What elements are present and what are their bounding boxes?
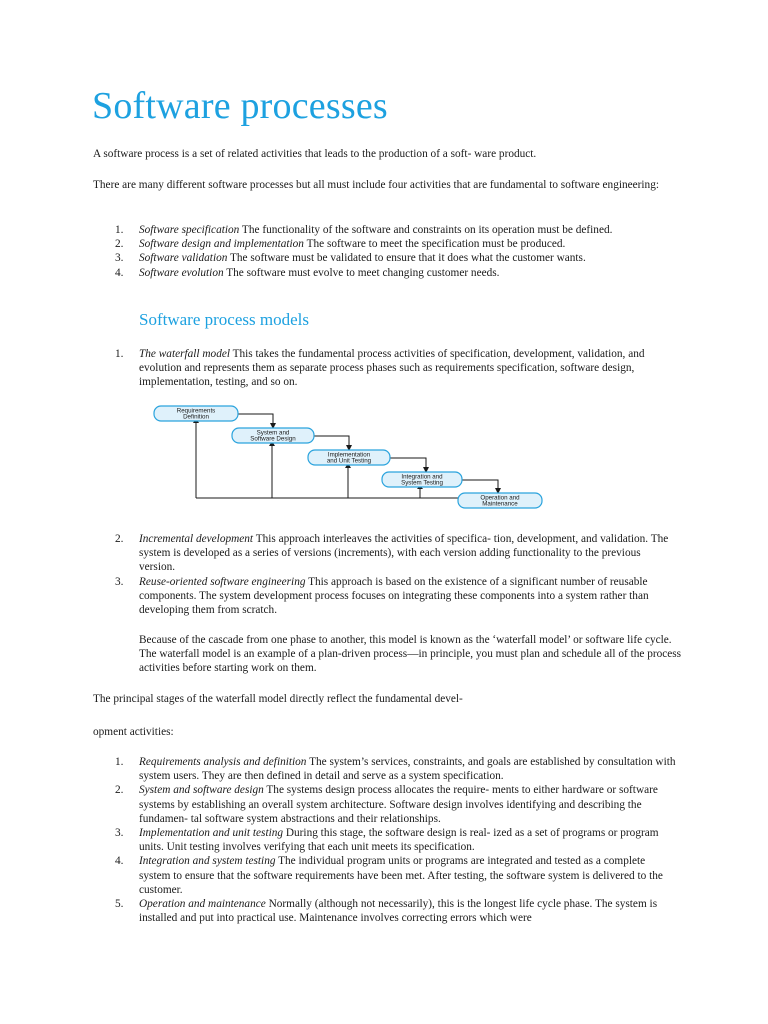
section-title: Software process models <box>139 310 309 329</box>
svg-text:Implementation: Implementation <box>327 451 371 459</box>
activities-list <box>93 223 677 280</box>
svg-text:Software Design: Software Design <box>250 435 296 443</box>
models-list-rest <box>93 532 677 617</box>
models-list-first <box>93 347 677 390</box>
list-item: 2. Incremental development This approach interleaves the activities of specifica- tion, development, and validation. The system is developed as a series of versions (increments), with each version adding functionality to the previous version. <box>115 533 669 574</box>
list-item: 3. Implementation and unit testing During this stage, the software design is real- ized as a set of programs or program units. Unit testing involves verifying that each unit meets its specification. <box>115 827 659 854</box>
phase-box-4 <box>382 472 462 487</box>
list-item: 1. The waterfall model This takes the fundamental process activities of specification, development, validation, and evolution and represents them as separate process phases such as requirements specification, software design, implementation, testing, and so on. <box>115 348 645 389</box>
list-item: 3. Software validation The software must be validated to ensure that it does what the customer wants. <box>115 252 586 265</box>
list-item: 4. Software evolution The software must evolve to meet changing customer needs. <box>115 266 500 279</box>
cascade-paragraph: Because of the cascade from one phase to another, this model is known as the ‘waterfall model’ or software life cycle. The waterfall model is an example of a plan-driven process—in principle, you must plan and schedule all of the process activities before starting work on them. <box>139 634 682 675</box>
phase-box-2 <box>232 428 314 443</box>
page-title: Software processes <box>92 85 388 127</box>
svg-text:Definition: Definition <box>183 413 209 421</box>
list-item: 3. Reuse-oriented software engineering This approach is based on the existence of a significant number of reusable components. The system development process focuses on integrating these components into a system rather than developing them from scratch. <box>115 575 649 617</box>
list-item: 2. System and software design The systems design process allocates the require- ments to either hardware or software systems by establishing an overall system architecture. Software design involves identifying and describing the fundamen- tal software system abstractions and their relationships. <box>115 784 658 825</box>
svg-text:Operation and: Operation and <box>480 494 520 502</box>
svg-text:and Unit Testing: and Unit Testing <box>326 457 372 465</box>
phase-box-5 <box>458 493 542 508</box>
list-item: 1. Software specification The functionality of the software and constraints on its operation must be defined. <box>115 224 613 236</box>
list-item: 1. Requirements analysis and definition The system’s services, constraints, and goals are established by consultation with system users. They are then defined in detail and serve as a system specification. <box>115 756 676 783</box>
svg-text:Integration and: Integration and <box>401 473 443 481</box>
list-item: 4. Integration and system testing The individual program units or programs are integrated and tested as a complete system to ensure that the software requirements have been met. After testing, the software system is delivered to the customer. <box>115 855 663 896</box>
svg-text:Requirements: Requirements <box>176 407 216 415</box>
waterfall-diagram <box>148 404 548 514</box>
phase-box-3 <box>308 450 390 465</box>
list-item: 2. Software design and implementation The software to meet the specification must be produced. <box>115 238 566 251</box>
principal-stages-line-2: opment activities: <box>93 726 174 738</box>
svg-text:System and: System and <box>256 429 290 437</box>
intro-paragraph: A software process is a set of related activities that leads to the production of a soft- ware product. <box>93 148 537 160</box>
intro-paragraph-2: There are many different software processes but all must include four activities that are fundamental to software engineering: <box>93 179 659 191</box>
waterfall-diagram-svg <box>148 404 548 514</box>
svg-text:System Testing: System Testing <box>401 479 443 487</box>
principal-stages-line-1: The principal stages of the waterfall model directly reflect the fundamental devel- <box>93 693 463 705</box>
stages-list <box>93 755 677 925</box>
phase-box-1 <box>154 406 238 421</box>
svg-text:Maintenance: Maintenance <box>482 500 518 508</box>
list-item: 5. Operation and maintenance Normally (although not necessarily), this is the longest life cycle phase. The system is installed and put into practical use. Maintenance involves correcting errors which were <box>115 898 658 925</box>
